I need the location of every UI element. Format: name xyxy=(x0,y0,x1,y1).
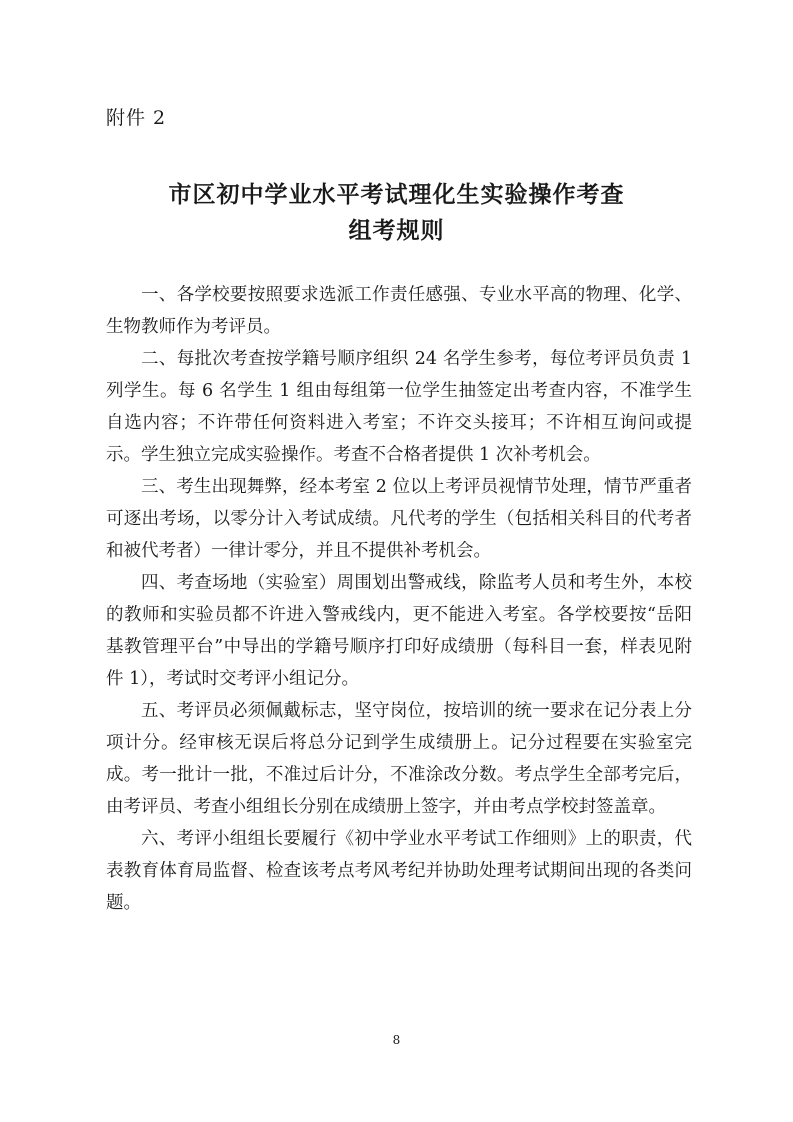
document-title-line-2: 组考规则 xyxy=(348,217,445,244)
rule-paragraph-5: 五、考评员必须佩戴标志，坚守岗位，按培训的统一要求在记分表上分项计分。经审核无误后将总分记到学生成绩册上。记分过程要在实验室完成。考一批计一批，不准过后计分，不准涂改分数。考点学生全部考完后，由考评员、考查小组组长分别在成绩册上签字，并由考点学校封签盖章。 xyxy=(106,701,692,817)
rule-paragraph-1: 一、各学校要按照要求选派工作责任感强、专业水平高的物理、化学、生物教师作为考评员。 xyxy=(106,285,692,337)
rule-paragraph-4: 四、考查场地（实验室）周围划出警戒线，除监考人员和考生外，本校的教师和实验员都不许进入警戒线内，更不能进入考室。各学校要按“岳阳基教管理平台”中导出的学籍号顺序打印好成绩册（每科目一套，样表见附件 1），考试时交考评小组记分。 xyxy=(106,573,692,689)
attachment-label: 附件 2 xyxy=(106,107,167,129)
page-number: 8 xyxy=(392,1033,401,1047)
rule-paragraph-6: 六、考评小组组长要履行《初中学业水平考试工作细则》上的职责，代表教育体育局监督、检查该考点考风考纪并协助处理考试期间出现的各类问题。 xyxy=(106,829,692,913)
rule-paragraph-3: 三、考生出现舞弊，经本考室 2 位以上考评员视情节处理，情节严重者可逐出考场，以零分计入考试成绩。凡代考的学生（包括相关科目的代考者和被代考者）一律计零分，并且不提供补考机会。 xyxy=(106,477,692,561)
rule-paragraph-2: 二、每批次考查按学籍号顺序组织 24 名学生参考，每位考评员负责 1 列学生。每 6 名学生 1 组由每组第一位学生抽签定出考查内容，不准学生自选内容；不许带任何资料进入考室；不许交头接耳；不许相互询问或提示。学生独立完成实验操作。考查不合格者提供 1 次补考机会。 xyxy=(106,349,692,465)
document-title-line-1: 市区初中学业水平考试理化生实验操作考查 xyxy=(168,181,625,208)
document-body xyxy=(106,279,692,919)
